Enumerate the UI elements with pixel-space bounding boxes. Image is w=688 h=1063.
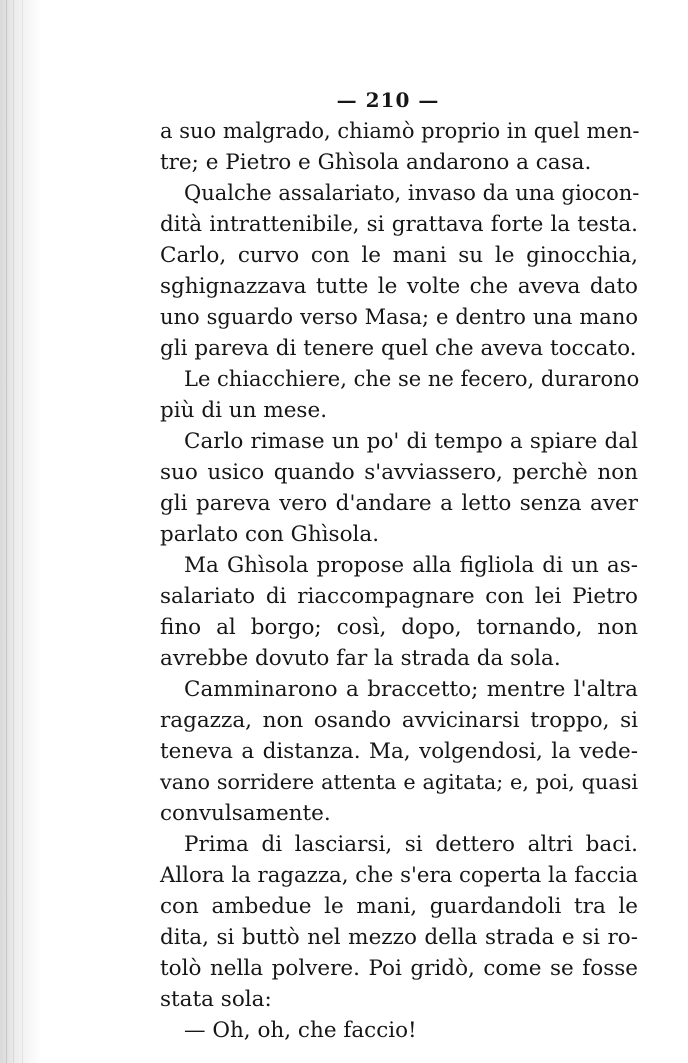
text-line: più di un mese. [160,398,328,423]
text-line: fino al borgo; così, dopo, tornando, non [160,615,638,640]
text-line: Carlo rimase un po' di tempo a spiare dal [184,429,638,454]
text-line: convulsamente. [160,801,331,826]
text-line: tre; e Pietro e Ghìsola andarono a casa. [160,150,592,175]
text-line: gli pareva di tenere quel che aveva toccato. [160,336,637,361]
text-line: Qualche assalariato, invaso da una giocon- [184,181,640,205]
text-line: tolò nella polvere. Poi gridò, come se fosse [160,956,638,981]
text-line: vano sorridere attenta e agitata; e, poi, quasi [160,770,638,794]
text-line: Camminarono a braccetto; mentre l'altra [184,677,638,702]
text-line: dità intrattenibile, si grattava forte la testa. [160,212,638,237]
page-edge-line [22,0,23,1063]
text-line: Prima di lasciarsi, si dettero altri baci. [184,832,638,857]
page-number: — 210 — [336,88,440,112]
text-line: teneva a distanza. Ma, volgendosi, la vede- [160,739,638,764]
body-text [160,116,638,1046]
text-line: dita, si buttò nel mezzo della strada e si ro- [160,925,638,950]
text-line: a suo malgrado, chiamò proprio in quel men- [160,119,640,143]
text-line: sghignazzava tutte le volte che aveva dato [160,274,638,299]
text-line: Allora la ragazza, che s'era coperta la faccia [160,863,639,888]
text-line: salariato di riaccompagnare con lei Pietro [160,584,638,609]
text-line: con ambedue le mani, guardandoli tra le [160,894,638,919]
text-line: — Oh, oh, che faccio! [184,1018,417,1043]
text-line: Ma Ghìsola propose alla figliola di un as- [184,553,638,578]
text-line: ragazza, non osando avvicinarsi troppo, si [160,708,638,733]
text-line: Le chiacchiere, che se ne fecero, durarono [184,367,640,391]
text-line: Carlo, curvo con le mani su le ginocchia, [160,243,638,268]
text-line: avrebbe dovuto far la strada da sola. [160,646,561,671]
text-line: gli pareva vero d'andare a letto senza aver [160,491,638,516]
text-line: uno sguardo verso Masa; e dentro una mano [160,305,638,329]
page-edge-line [13,0,14,1063]
text-line: stata sola: [160,987,272,1012]
page-edge-line [6,0,7,1063]
text-line: suo usico quando s'avviassero, perchè non [160,460,638,485]
text-line: parlato con Ghìsola. [160,522,380,547]
